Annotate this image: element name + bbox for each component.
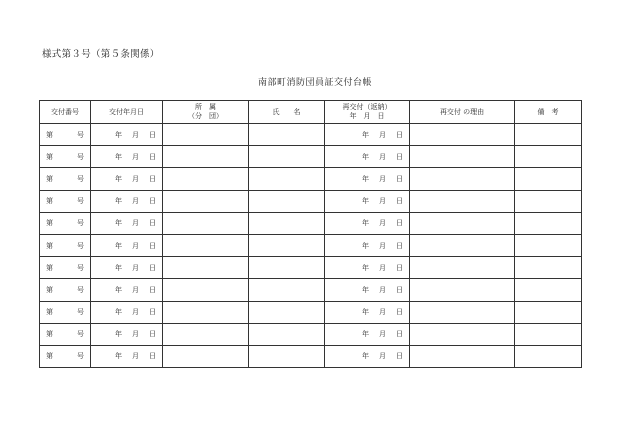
year-label: 年 — [362, 263, 369, 272]
month-label: 月 — [132, 130, 139, 139]
affiliation-cell[interactable] — [163, 279, 249, 301]
table-row — [40, 168, 582, 190]
day-label: 日 — [149, 285, 156, 294]
issue-number-cell[interactable] — [40, 212, 91, 234]
number-prefix: 第 — [46, 241, 53, 250]
year-label: 年 — [115, 130, 122, 139]
day-label: 日 — [396, 241, 403, 250]
reissue-reason-cell[interactable] — [410, 345, 515, 367]
reissue-date-text — [325, 285, 409, 295]
reissue-reason-cell[interactable] — [410, 323, 515, 345]
number-suffix: 号 — [77, 174, 84, 183]
affiliation-cell[interactable] — [163, 257, 249, 279]
reissue-reason-cell[interactable] — [410, 146, 515, 168]
remarks-cell[interactable] — [515, 124, 582, 146]
table-row — [40, 301, 582, 323]
month-label: 月 — [379, 330, 386, 339]
day-label: 日 — [149, 174, 156, 183]
day-label: 日 — [396, 152, 403, 161]
issue-number-text — [46, 241, 84, 251]
day-label: 日 — [396, 197, 403, 206]
issue-date-cell[interactable] — [91, 124, 163, 146]
day-label: 日 — [396, 263, 403, 272]
number-suffix: 号 — [77, 308, 84, 317]
reissue-reason-cell[interactable] — [410, 257, 515, 279]
reissue-reason-cell[interactable] — [410, 190, 515, 212]
table-row — [40, 257, 582, 279]
day-label: 日 — [396, 330, 403, 339]
day-label: 日 — [396, 352, 403, 361]
ledger-body — [40, 124, 582, 368]
day-label: 日 — [149, 130, 156, 139]
year-label: 年 — [115, 174, 122, 183]
month-label: 月 — [379, 285, 386, 294]
month-label: 月 — [379, 308, 386, 317]
reissue-date-text — [325, 130, 409, 140]
remarks-cell[interactable] — [515, 345, 582, 367]
reissue-date-text — [325, 329, 409, 339]
table-row — [40, 212, 582, 234]
remarks-cell[interactable] — [515, 234, 582, 256]
table-row — [40, 345, 582, 367]
issue-number-cell[interactable] — [40, 234, 91, 256]
reissue-reason-cell[interactable] — [410, 168, 515, 190]
number-prefix: 第 — [46, 130, 53, 139]
year-label: 年 — [362, 152, 369, 161]
month-label: 月 — [132, 308, 139, 317]
name-cell[interactable] — [249, 323, 325, 345]
month-label: 月 — [132, 330, 139, 339]
reissue-date-cell[interactable] — [325, 279, 410, 301]
issue-number-text — [46, 307, 84, 317]
header-issue-date: 交付年月日 — [91, 101, 163, 124]
reissue-date-text — [325, 174, 409, 184]
day-label: 日 — [149, 219, 156, 228]
remarks-cell[interactable] — [515, 212, 582, 234]
month-label: 月 — [132, 152, 139, 161]
number-prefix: 第 — [46, 197, 53, 206]
name-cell[interactable] — [249, 168, 325, 190]
year-label: 年 — [115, 152, 122, 161]
reissue-reason-cell[interactable] — [410, 234, 515, 256]
reissue-date-cell[interactable] — [325, 124, 410, 146]
issue-date-cell[interactable] — [91, 190, 163, 212]
year-label: 年 — [362, 241, 369, 250]
number-prefix: 第 — [46, 219, 53, 228]
remarks-cell[interactable] — [515, 168, 582, 190]
affiliation-cell[interactable] — [163, 190, 249, 212]
day-label: 日 — [149, 308, 156, 317]
issue-date-cell[interactable] — [91, 212, 163, 234]
year-label: 年 — [115, 263, 122, 272]
issue-date-text — [91, 351, 162, 361]
issue-date-text — [91, 307, 162, 317]
remarks-cell[interactable] — [515, 257, 582, 279]
issue-date-text — [91, 218, 162, 228]
month-label: 月 — [379, 197, 386, 206]
day-label: 日 — [149, 152, 156, 161]
number-suffix: 号 — [77, 130, 84, 139]
remarks-cell[interactable] — [515, 323, 582, 345]
issue-date-cell[interactable] — [91, 168, 163, 190]
document-title: 南部町消防団員証交付台帳 — [257, 78, 372, 88]
header-issue-number: 交付番号 — [40, 101, 91, 124]
affiliation-cell[interactable] — [163, 345, 249, 367]
affiliation-cell[interactable] — [163, 168, 249, 190]
number-suffix: 号 — [77, 263, 84, 272]
day-label: 日 — [396, 130, 403, 139]
issue-date-text — [91, 174, 162, 184]
number-suffix: 号 — [77, 152, 84, 161]
issue-number-cell[interactable] — [40, 190, 91, 212]
issue-date-text — [91, 285, 162, 295]
year-label: 年 — [115, 285, 122, 294]
month-label: 月 — [379, 174, 386, 183]
name-cell[interactable] — [249, 146, 325, 168]
reissue-date-cell[interactable] — [325, 257, 410, 279]
issue-date-cell[interactable] — [91, 234, 163, 256]
day-label: 日 — [396, 219, 403, 228]
reissue-date-cell[interactable] — [325, 168, 410, 190]
issue-date-cell[interactable] — [91, 301, 163, 323]
year-label: 年 — [115, 197, 122, 206]
number-prefix: 第 — [46, 285, 53, 294]
issue-number-cell[interactable] — [40, 279, 91, 301]
issue-date-cell[interactable] — [91, 323, 163, 345]
header-affiliation-line2: （分 団） — [188, 112, 223, 120]
month-label: 月 — [379, 219, 386, 228]
year-label: 年 — [362, 352, 369, 361]
month-label: 月 — [132, 241, 139, 250]
day-label: 日 — [396, 308, 403, 317]
issue-number-cell[interactable] — [40, 146, 91, 168]
year-label: 年 — [115, 352, 122, 361]
number-suffix: 号 — [77, 285, 84, 294]
header-row — [40, 101, 582, 124]
issue-number-cell[interactable] — [40, 345, 91, 367]
table-row — [40, 279, 582, 301]
header-reissue-date — [325, 101, 410, 124]
name-cell[interactable] — [249, 190, 325, 212]
reissue-date-cell[interactable] — [325, 323, 410, 345]
number-prefix: 第 — [46, 330, 53, 339]
issuance-ledger-table — [39, 100, 582, 368]
affiliation-cell[interactable] — [163, 212, 249, 234]
year-label: 年 — [362, 285, 369, 294]
issue-date-text — [91, 130, 162, 140]
affiliation-cell[interactable] — [163, 146, 249, 168]
issue-number-text — [46, 152, 84, 162]
month-label: 月 — [132, 174, 139, 183]
issue-date-cell[interactable] — [91, 146, 163, 168]
table-row — [40, 190, 582, 212]
number-suffix: 号 — [77, 219, 84, 228]
name-cell[interactable] — [249, 257, 325, 279]
day-label: 日 — [149, 197, 156, 206]
month-label: 月 — [132, 219, 139, 228]
day-label: 日 — [396, 285, 403, 294]
remarks-cell[interactable] — [515, 190, 582, 212]
name-cell[interactable] — [249, 212, 325, 234]
reissue-reason-cell[interactable] — [410, 279, 515, 301]
year-label: 年 — [362, 197, 369, 206]
year-label: 年 — [115, 241, 122, 250]
number-suffix: 号 — [77, 330, 84, 339]
reissue-date-text — [325, 152, 409, 162]
issue-number-text — [46, 329, 84, 339]
number-suffix: 号 — [77, 241, 84, 250]
reissue-date-cell[interactable] — [325, 146, 410, 168]
reissue-date-text — [325, 196, 409, 206]
issue-number-cell[interactable] — [40, 168, 91, 190]
reissue-date-text — [325, 218, 409, 228]
reissue-date-cell[interactable] — [325, 234, 410, 256]
month-label: 月 — [379, 152, 386, 161]
issue-date-text — [91, 263, 162, 273]
name-cell[interactable] — [249, 345, 325, 367]
day-label: 日 — [149, 241, 156, 250]
affiliation-cell[interactable] — [163, 124, 249, 146]
number-suffix: 号 — [77, 352, 84, 361]
issue-number-text — [46, 174, 84, 184]
affiliation-cell[interactable] — [163, 323, 249, 345]
header-reissue-reason: 再交付 の理由 — [410, 101, 515, 124]
reissue-date-cell[interactable] — [325, 212, 410, 234]
reissue-reason-cell[interactable] — [410, 212, 515, 234]
affiliation-cell[interactable] — [163, 234, 249, 256]
month-label: 月 — [379, 130, 386, 139]
month-label: 月 — [132, 263, 139, 272]
name-cell[interactable] — [249, 234, 325, 256]
issue-date-text — [91, 196, 162, 206]
year-label: 年 — [362, 219, 369, 228]
header-reissue-line2: 年 月 日 — [349, 112, 385, 120]
month-label: 月 — [379, 263, 386, 272]
name-cell[interactable] — [249, 301, 325, 323]
year-label: 年 — [115, 330, 122, 339]
year-label: 年 — [115, 308, 122, 317]
number-prefix: 第 — [46, 308, 53, 317]
month-label: 月 — [132, 352, 139, 361]
year-label: 年 — [362, 130, 369, 139]
issue-date-text — [91, 241, 162, 251]
year-label: 年 — [362, 308, 369, 317]
reissue-date-text — [325, 351, 409, 361]
issue-number-text — [46, 285, 84, 295]
remarks-cell[interactable] — [515, 279, 582, 301]
issue-number-text — [46, 263, 84, 273]
header-name: 氏 名 — [249, 101, 325, 124]
header-affiliation — [163, 101, 249, 124]
reissue-date-cell[interactable] — [325, 301, 410, 323]
table-row — [40, 234, 582, 256]
reissue-date-text — [325, 307, 409, 317]
header-reissue-line1: 再交付（返納） — [342, 103, 392, 111]
number-prefix: 第 — [46, 263, 53, 272]
name-cell[interactable] — [249, 124, 325, 146]
month-label: 月 — [132, 197, 139, 206]
year-label: 年 — [362, 330, 369, 339]
issue-number-cell[interactable] — [40, 124, 91, 146]
month-label: 月 — [379, 241, 386, 250]
issue-number-text — [46, 351, 84, 361]
day-label: 日 — [149, 330, 156, 339]
day-label: 日 — [149, 263, 156, 272]
number-prefix: 第 — [46, 152, 53, 161]
issue-date-text — [91, 329, 162, 339]
issue-date-cell[interactable] — [91, 345, 163, 367]
month-label: 月 — [132, 285, 139, 294]
table-row — [40, 124, 582, 146]
issue-date-cell[interactable] — [91, 279, 163, 301]
day-label: 日 — [149, 352, 156, 361]
day-label: 日 — [396, 174, 403, 183]
year-label: 年 — [115, 219, 122, 228]
header-affiliation-line1: 所 属 — [195, 103, 216, 111]
header-remarks: 備 考 — [515, 101, 582, 124]
issue-number-cell[interactable] — [40, 301, 91, 323]
table-row — [40, 323, 582, 345]
reissue-date-cell[interactable] — [325, 190, 410, 212]
affiliation-cell[interactable] — [163, 301, 249, 323]
issue-date-cell[interactable] — [91, 257, 163, 279]
number-prefix: 第 — [46, 352, 53, 361]
table-row — [40, 146, 582, 168]
number-suffix: 号 — [77, 197, 84, 206]
reissue-date-cell[interactable] — [325, 345, 410, 367]
number-prefix: 第 — [46, 174, 53, 183]
issue-number-text — [46, 196, 84, 206]
issue-number-text — [46, 130, 84, 140]
issue-date-text — [91, 152, 162, 162]
issue-number-text — [46, 218, 84, 228]
name-cell[interactable] — [249, 279, 325, 301]
reissue-reason-cell[interactable] — [410, 124, 515, 146]
reissue-reason-cell[interactable] — [410, 301, 515, 323]
year-label: 年 — [362, 174, 369, 183]
reissue-date-text — [325, 263, 409, 273]
issue-number-cell[interactable] — [40, 257, 91, 279]
remarks-cell[interactable] — [515, 301, 582, 323]
reissue-date-text — [325, 241, 409, 251]
form-number-label: 様式第３号（第５条関係） — [42, 49, 160, 60]
remarks-cell[interactable] — [515, 146, 582, 168]
month-label: 月 — [379, 352, 386, 361]
issue-number-cell[interactable] — [40, 323, 91, 345]
